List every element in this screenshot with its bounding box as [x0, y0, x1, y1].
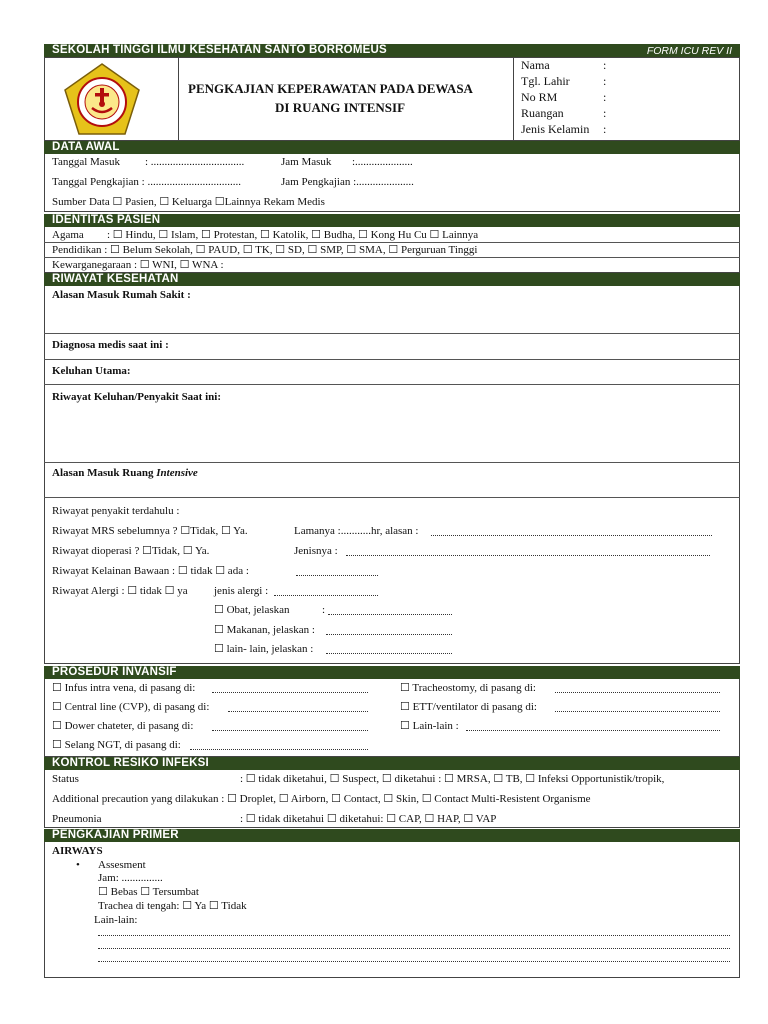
colon: :	[322, 604, 326, 616]
cvp-field[interactable]	[228, 711, 368, 712]
section-identitas: IDENTITAS PASIEN	[44, 214, 740, 227]
prosedur-lain[interactable]: ☐ Lain-lain :	[400, 720, 459, 732]
lamanya-field[interactable]	[431, 535, 712, 536]
infus-iv[interactable]: ☐ Infus intra vena, di pasang di:	[52, 682, 196, 694]
field-ruangan: Ruangan	[521, 106, 564, 120]
sumber-data[interactable]: Sumber Data ☐ Pasien, ☐ Keluarga ☐Lainnya Rekam Medis	[52, 196, 325, 208]
kewarganegaraan-options[interactable]: Kewarganegaraan : ☐ WNI, ☐ WNA :	[52, 259, 224, 271]
jam-masuk-field[interactable]: :.....................	[352, 156, 413, 168]
assesment-label: Assesment	[98, 859, 146, 871]
agama-options[interactable]: : ☐ Hindu, ☐ Islam, ☐ Protestan, ☐ Katolik, ☐ Budha, ☐ Kong Hu Cu ☐ Lainnya	[107, 229, 479, 241]
jam-field[interactable]: Jam: ...............	[98, 872, 163, 884]
alasan-masuk-rs: Alasan Masuk Rumah Sakit :	[52, 289, 191, 301]
alergi-makanan[interactable]: ☐ Makanan, jelaskan :	[214, 624, 315, 636]
central-line[interactable]: ☐ Central line (CVP), di pasang di:	[52, 701, 210, 713]
alergi-lain[interactable]: ☐ lain- lain, jelaskan :	[214, 643, 314, 655]
ett-field[interactable]	[555, 711, 720, 712]
riwayat-mrs[interactable]: Riwayat MRS sebelumnya ? ☐Tidak, ☐ Ya.	[52, 525, 248, 537]
pneumonia-label: Pneumonia	[52, 813, 102, 825]
form-title-line1: PENGKAJIAN KEPERAWATAN PADA DEWASA	[188, 81, 473, 96]
institution-name: SEKOLAH TINGGI ILMU KESEHATAN SANTO BORROMEUS	[52, 44, 387, 56]
riwayat-dioperasi[interactable]: Riwayat dioperasi ? ☐Tidak, ☐ Ya.	[52, 545, 210, 557]
colon: :	[603, 74, 607, 88]
lain-lain-label: Lain-lain:	[94, 914, 138, 926]
tracheo-field[interactable]	[555, 692, 720, 693]
keluhan-utama: Keluhan Utama:	[52, 365, 131, 377]
lamanya-label: Lamanya :...........hr, alasan :	[294, 525, 419, 537]
section-kontrol: KONTROL RESIKO INFEKSI	[44, 757, 740, 770]
form-code: FORM ICU REV II	[646, 45, 732, 57]
airway-bebas-tersumbat[interactable]: ☐ Bebas ☐ Tersumbat	[98, 886, 199, 898]
lain-alergi-field[interactable]	[326, 653, 452, 654]
obat-field[interactable]	[328, 614, 452, 615]
agama-label: Agama	[52, 229, 84, 241]
colon: :	[603, 106, 607, 120]
ngt-field[interactable]	[190, 749, 368, 750]
tanggal-pengkajian[interactable]: Tanggal Pengkajian : ..................................	[52, 176, 241, 188]
section-data-awal: DATA AWAL	[44, 141, 740, 154]
ett-ventilator[interactable]: ☐ ETT/ventilator di pasang di:	[400, 701, 537, 713]
college-logo	[62, 62, 142, 138]
riwayat-keluhan: Riwayat Keluhan/Penyakit Saat ini:	[52, 391, 221, 403]
riwayat-terdahulu: Riwayat penyakit terdahulu :	[52, 505, 180, 517]
status-label: Status	[52, 773, 79, 785]
selang-ngt[interactable]: ☐ Selang NGT, di pasang di:	[52, 739, 181, 751]
dower-field[interactable]	[212, 730, 368, 731]
field-nama: Nama	[521, 58, 550, 72]
jenis-alergi-field[interactable]	[274, 595, 378, 596]
diagnosa-medis: Diagnosa medis saat ini :	[52, 339, 169, 351]
header-box	[44, 57, 740, 141]
bullet: •	[76, 859, 80, 871]
section-primer: PENGKAJIAN PRIMER	[44, 829, 740, 842]
pneumonia-options[interactable]: : ☐ tidak diketahui ☐ diketahui: ☐ CAP, ☐ HAP, ☐ VAP	[240, 813, 497, 825]
status-options[interactable]: : ☐ tidak diketahui, ☐ Suspect, ☐ diketahui : ☐ MRSA, ☐ TB, ☐ Infeksi Opportunistik/tropik,	[240, 773, 665, 785]
infus-field[interactable]	[212, 692, 368, 693]
prosedur-lain-field[interactable]	[466, 730, 720, 731]
tanggal-masuk-label: Tanggal Masuk	[52, 156, 120, 168]
field-no-rm: No RM	[521, 90, 558, 104]
kelainan-field[interactable]	[296, 575, 378, 576]
form-title-line2: DI RUANG INTENSIF	[275, 100, 406, 115]
colon: :	[603, 122, 607, 136]
section-prosedur: PROSEDUR INVANSIF	[44, 666, 740, 679]
lain-lain-line-2[interactable]	[98, 948, 730, 949]
jenis-alergi-label: jenis alergi :	[214, 585, 269, 597]
pendidikan-options[interactable]: Pendidikan : ☐ Belum Sekolah, ☐ PAUD, ☐ TK, ☐ SD, ☐ SMP, ☐ SMA, ☐ Perguruan Tinggi	[52, 244, 478, 256]
riwayat-alergi[interactable]: Riwayat Alergi : ☐ tidak ☐ ya	[52, 585, 188, 597]
colon: :	[603, 58, 607, 72]
trachea-di-tengah[interactable]: Trachea di tengah: ☐ Ya ☐ Tidak	[98, 900, 247, 912]
section-riwayat: RIWAYAT KESEHATAN	[44, 273, 740, 286]
airways-heading: AIRWAYS	[52, 845, 103, 857]
tanggal-masuk-field[interactable]: : ..................................	[145, 156, 245, 168]
dower-chateter[interactable]: ☐ Dower chateter, di pasang di:	[52, 720, 194, 732]
jenisnya-field[interactable]	[346, 555, 710, 556]
lain-lain-line-3[interactable]	[98, 961, 730, 962]
makanan-field[interactable]	[326, 634, 452, 635]
jam-masuk-label: Jam Masuk	[281, 156, 332, 168]
alergi-obat[interactable]: ☐ Obat, jelaskan	[214, 604, 290, 616]
riwayat-kelainan[interactable]: Riwayat Kelainan Bawaan : ☐ tidak ☐ ada :	[52, 565, 249, 577]
lain-lain-line-1[interactable]	[98, 935, 730, 936]
precaution-options[interactable]: Additional precaution yang dilakukan : ☐ Droplet, ☐ Airborn, ☐ Contact, ☐ Skin, ☐ Contact Multi-Resistent Organisme	[52, 793, 591, 805]
colon: :	[603, 90, 607, 104]
jenisnya-label: Jenisnya :	[294, 545, 338, 557]
field-tgl-lahir: Tgl. Lahir	[521, 74, 570, 88]
institution-bar	[44, 44, 740, 57]
jam-pengkajian[interactable]: Jam Pengkajian :.....................	[281, 176, 414, 188]
field-jenis-kelamin: Jenis Kelamin	[521, 122, 590, 136]
tracheostomy[interactable]: ☐ Tracheostomy, di pasang di:	[400, 682, 536, 694]
alasan-intensive: Alasan Masuk Ruang Intensive	[52, 467, 198, 479]
